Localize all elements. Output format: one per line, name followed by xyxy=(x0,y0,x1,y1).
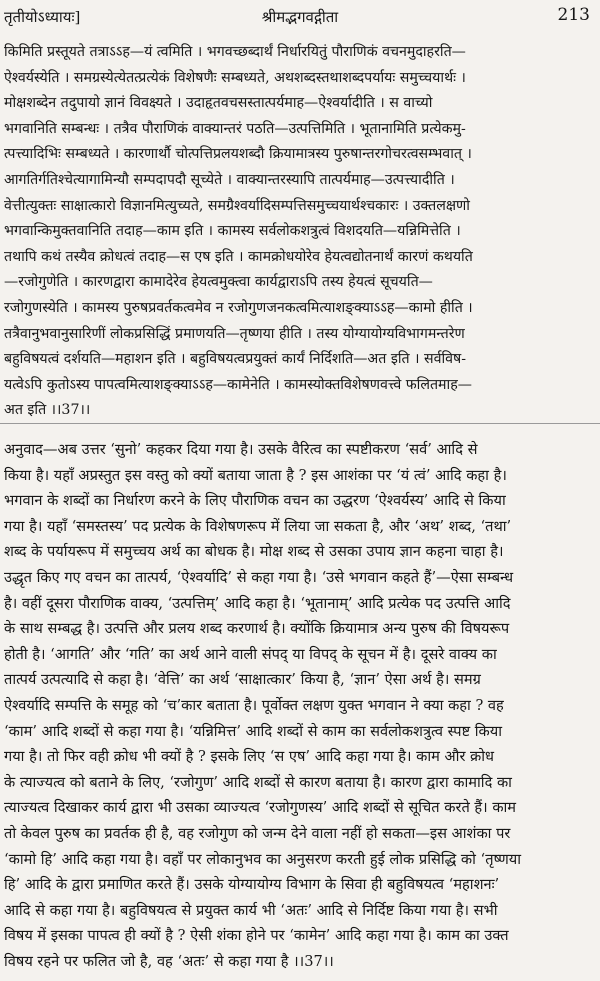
sanskrit-line: त्पत्त्यादिभिः सम्बध्यते । कारणार्थौ चोत्पत्तिप्रलयशब्दौ क्रियामात्रस्य पुरुषान्तरगोचरत्वसम्भवात् । xyxy=(4,146,472,163)
hindi-line: के त्याज्यत्व को बताने के लिए, ‘रजोगुण’ आदि शब्दों से कारण बताया है। कारण द्वारा कामादि का xyxy=(4,773,512,791)
hindi-line: ‘काम’ आदि शब्दों से कहा गया है। ‘यन्निमित्त’ आदि शब्दों से काम का सर्वलोकशत्रुत्व स्पष्ट किया xyxy=(4,722,502,740)
hindi-line: गया है। तो फिर वही क्रोध भी क्यों है ? इसके लिए ‘स एष’ आदि कहा गया है। काम और क्रोध xyxy=(4,748,495,766)
sanskrit-line: किमिति प्रस्तूयते तत्राऽऽह—यं त्वमिति । भगवच्छब्दार्थं निर्धारयितुं पौराणिकं वचनमुदाहरति— xyxy=(4,44,466,60)
hindi-line: हि’ आदि के द्वारा प्रमाणित करते हैं। उसके योग्यायोग्य विभाग के सिवा ही बहुविषयत्व ‘महाशनः’ xyxy=(4,876,500,894)
hindi-line: त्याज्यत्व दिखाकर कार्य द्वारा भी उसका व्याज्यत्व ‘रजोगुणस्य’ आदि शब्दों से सूचित करते हैं। काम xyxy=(4,799,517,817)
sanskrit-line: बहुविषयत्वं दर्शयति—महाशन इति । बहुविषयत्वप्रयुक्तं कार्यं निर्दिशति—अत इति । सर्वविष- xyxy=(4,351,467,368)
hindi-line: आदि से कहा गया है। बहुविषयत्व से प्रयुक्त कार्य भी ‘अतः’ आदि से निर्दिष्ट किया गया है। सभी xyxy=(4,901,498,919)
hindi-line: शब्द के पर्यायरूप में समुच्चय अर्थ का बोधक है। मोक्ष शब्द से उसका उपाय ज्ञान कहना चाहा है। xyxy=(4,543,504,561)
hindi-line: तो केवल पुरुष का प्रवर्तक ही है, वह रजोगुण को जन्म देने वाला नहीं हो सकता—इस आशंका पर xyxy=(4,824,511,842)
sanskrit-line: भगवान्किमुक्तवानिति तदाह—काम इति । कामस्य सर्वलोकशत्रुत्वं विशदयति—यन्निमित्तेति । xyxy=(4,223,461,240)
sanskrit-commentary xyxy=(4,40,592,424)
sanskrit-line: तथापि कथं तस्यैव क्रोधत्वं तदाह—स एष इति । कामक्रोधयोरेव हेयत्वद्योतनार्थं कारणं कथयति xyxy=(4,248,473,265)
sanskrit-line: यत्वेऽपि कुतोऽस्य पापत्वमित्याशङ्क्याऽऽह—कामेनेति । कामस्योक्तविशेषणवत्त्वे फलितमाह— xyxy=(4,376,472,393)
chapter-label: तृतीयोऽध्यायः] xyxy=(4,8,81,26)
book-title: श्रीमद्भगवद्गीता xyxy=(261,8,339,26)
hindi-line: ऐश्वर्यादि सम्पत्ति के समूह को ‘च’कार बताता है। पूर्वोक्त लक्षण युक्त भगवान ने क्या कहा ? वह xyxy=(4,696,504,714)
hindi-line: भगवान के शब्दों का निर्धारण करने के लिए पौराणिक वचन का उद्धरण ‘ऐश्वर्यस्य’ आदि से किया xyxy=(4,492,506,510)
sanskrit-line: —रजोगुणेति । कारणद्वारा कामादेरेव हेयत्वमुक्त्वा कार्यद्वाराऽपि तस्य हेयत्वं सूचयति— xyxy=(4,274,433,291)
hindi-line: किया है। यहाँ अप्रस्तुत इस वस्तु को क्यों बताया जाता है ? इस आशंका पर ‘यं त्वं’ आदि कहा है। xyxy=(4,466,507,484)
sanskrit-line: ऐश्वर्यस्येति । समग्रस्येत्येतत्प्रत्येकं विशेषणैः सम्बध्यते, अथशब्दस्तथाशब्दपर्यायः समुच्चयार्थः । xyxy=(4,69,466,86)
hindi-line: तात्पर्य उत्पत्यादि से कहा है। ‘वेत्ति’ का अर्थ ‘साक्षात्कार’ किया है, ‘ज्ञान’ ऐसा अर्थ है। समग्र xyxy=(4,671,481,689)
hindi-line: विषय में इसका पापत्व ही क्यों है ? ऐसी शंका होने पर ‘कामेन’ आदि कहा गया है। काम का उक्त xyxy=(4,927,509,945)
sanskrit-line: मोक्षशब्देन तदुपायो ज्ञानं विवक्ष्यते । उदाहृतवचसस्तात्पर्यमाह—ऐश्वर्यादीति । स वाच्यो xyxy=(4,95,433,112)
sanskrit-line: तत्रैवानुभवानुसारिणीं लोकप्रसिद्धिं प्रमाणयति—तृष्णया हीति । तस्य योग्यायोग्यविभागमन्तरेण xyxy=(4,325,465,342)
hindi-line: उद्धृत किए गए वचन का तात्पर्य, ‘ऐश्वर्यादि’ से कहा गया है। ‘उसे भगवान कहते हैं’—ऐसा सम्बन्ध xyxy=(4,568,514,586)
sanskrit-line: रजोगुणस्येति । कामस्य पुरुषप्रवर्तकत्वमेव न रजोगुणजनकत्वमित्याशङ्क्याऽऽह—कामो हीति । xyxy=(4,299,473,316)
hindi-line: होती है। ‘आगति’ और ‘गति’ का अर्थ आने वाली संपद् या विपद् के सूचन में है। दूसरे वाक्य का xyxy=(4,645,497,663)
section-divider xyxy=(0,423,600,424)
sanskrit-line: अत इति ।।37।। xyxy=(4,402,91,419)
sanskrit-line: भगवानिति सम्बन्धः । तत्रैव पौराणिकं वाक्यान्तरं पठति—उत्पत्तिमिति । भूतानामिति प्रत्येकमु- xyxy=(4,120,466,137)
running-header xyxy=(0,0,600,30)
hindi-line: है। वहीं दूसरा पौराणिक वाक्य, ‘उत्पत्तिम्’ आदि कहा है। ‘भूतानाम्’ आदि प्रत्येक पद उत्पत्ति आदि xyxy=(4,594,511,612)
sanskrit-line: वेत्तीत्युक्तः साक्षात्कारो विज्ञानमित्युच्यते, समग्रैश्वर्यादिसम्पत्तिसमुच्चयार्थश्चकारः । उक्तलक्षणो xyxy=(4,197,470,214)
hindi-line: अनुवाद—अब उत्तर ‘सुनो’ कहकर दिया गया है। उसके वैरित्व का स्पष्टीकरण ‘सर्व’ आदि से xyxy=(4,441,478,458)
sanskrit-line: आगतिर्गतिश्चेत्यागामिन्यौ सम्पदापदौ सूच्येते । वाक्यान्तरस्यापि तात्पर्यमाह—उत्पत्त्यादीति । xyxy=(4,171,455,188)
hindi-line: के साथ सम्बद्ध है। उत्पत्ति और प्रलय शब्द करणार्थ है। क्योंकि क्रियामात्र अन्य पुरुष की विषयरूप xyxy=(4,620,510,638)
hindi-line: विषय रहने पर फलित जो है, वह ‘अतः’ से कहा गया है ।।37।। xyxy=(4,952,334,970)
page-number: 213 xyxy=(557,5,590,25)
hindi-translation xyxy=(4,437,592,974)
hindi-line: ‘कामो हि’ आदि कहा गया है। वहाँ पर लोकानुभव का अनुसरण करती हुई लोक प्रसिद्धि को ‘तृष्णया xyxy=(4,850,522,868)
hindi-line: गया है। यहाँ ‘समस्तस्य’ पद प्रत्येक के विशेषणरूप में लिया जा सकता है, और ‘अथ’ शब्द, ‘तथा’ xyxy=(4,517,512,535)
